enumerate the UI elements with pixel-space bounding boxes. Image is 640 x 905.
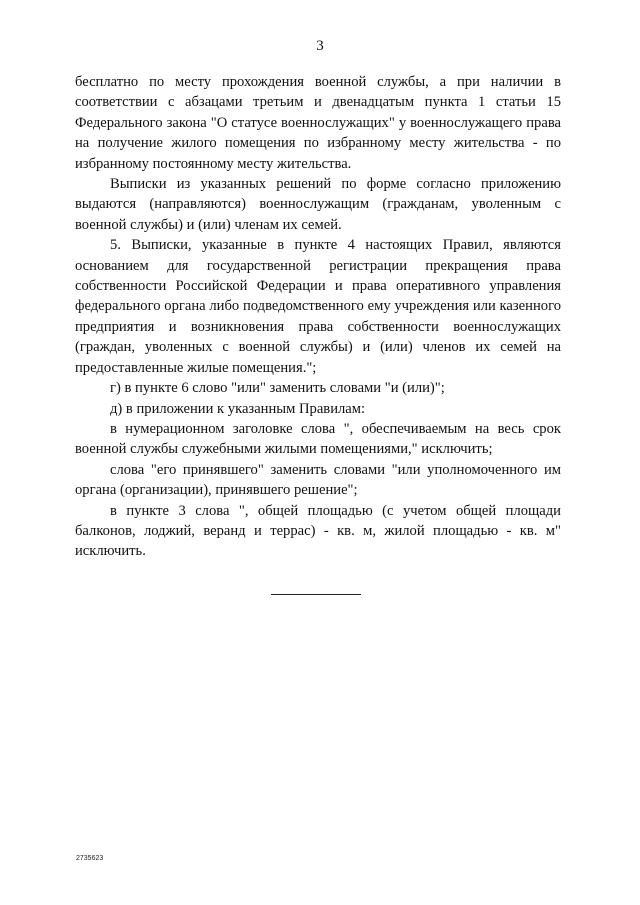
paragraph-8: в пункте 3 слова ", общей площадью (с учетом общей площади балконов, лоджий, веранд и террас) - кв. м, жилой площадью - кв. м" исключить. [75, 502, 561, 560]
paragraph-1: бесплатно по месту прохождения военной службы, а при наличии в соответствии с абзацами третьим и двенадцатым пункта 1 статьи 15 Федерального закона "О статусе военнослужащих" у военнослужащего права на получение жилого помещения по избранному месту жительства - по избранному постоянному месту жительства. [75, 74, 561, 172]
document-body [75, 72, 561, 562]
paragraph-6: в нумерационном заголовке слова ", обеспечиваемым на весь срок военной службы служебными жилыми помещениями," исключить; [75, 420, 561, 458]
end-divider [271, 594, 361, 595]
paragraph-3: 5. Выписки, указанные в пункте 4 настоящих Правил, являются основанием для государственной регистрации прекращения права собственности Российской Федерации и права оперативного управления федерального органа либо подведомственного ему учреждения или казенного предприятия и возникновения права собственности военнослужащих (граждан, уволенных с военной службы) и (или) членов их семей на предоставленные жилые помещения."; [75, 237, 561, 376]
page-number: 3 [316, 38, 324, 54]
paragraph-2: Выписки из указанных решений по форме согласно приложению выдаются (направляются) военнослужащим (гражданам, уволенным с военной службы) и (или) членам их семей. [75, 176, 561, 233]
paragraph-5: д) в приложении к указанным Правилам: [110, 400, 366, 417]
paragraph-7: слова "его принявшего" заменить словами "или уполномоченного им органа (организации), принявшего решение"; [75, 461, 561, 499]
paragraph-4: г) в пункте 6 слово "или" заменить словами "и (или)"; [110, 380, 445, 397]
document-code: 2735623 [76, 855, 104, 862]
